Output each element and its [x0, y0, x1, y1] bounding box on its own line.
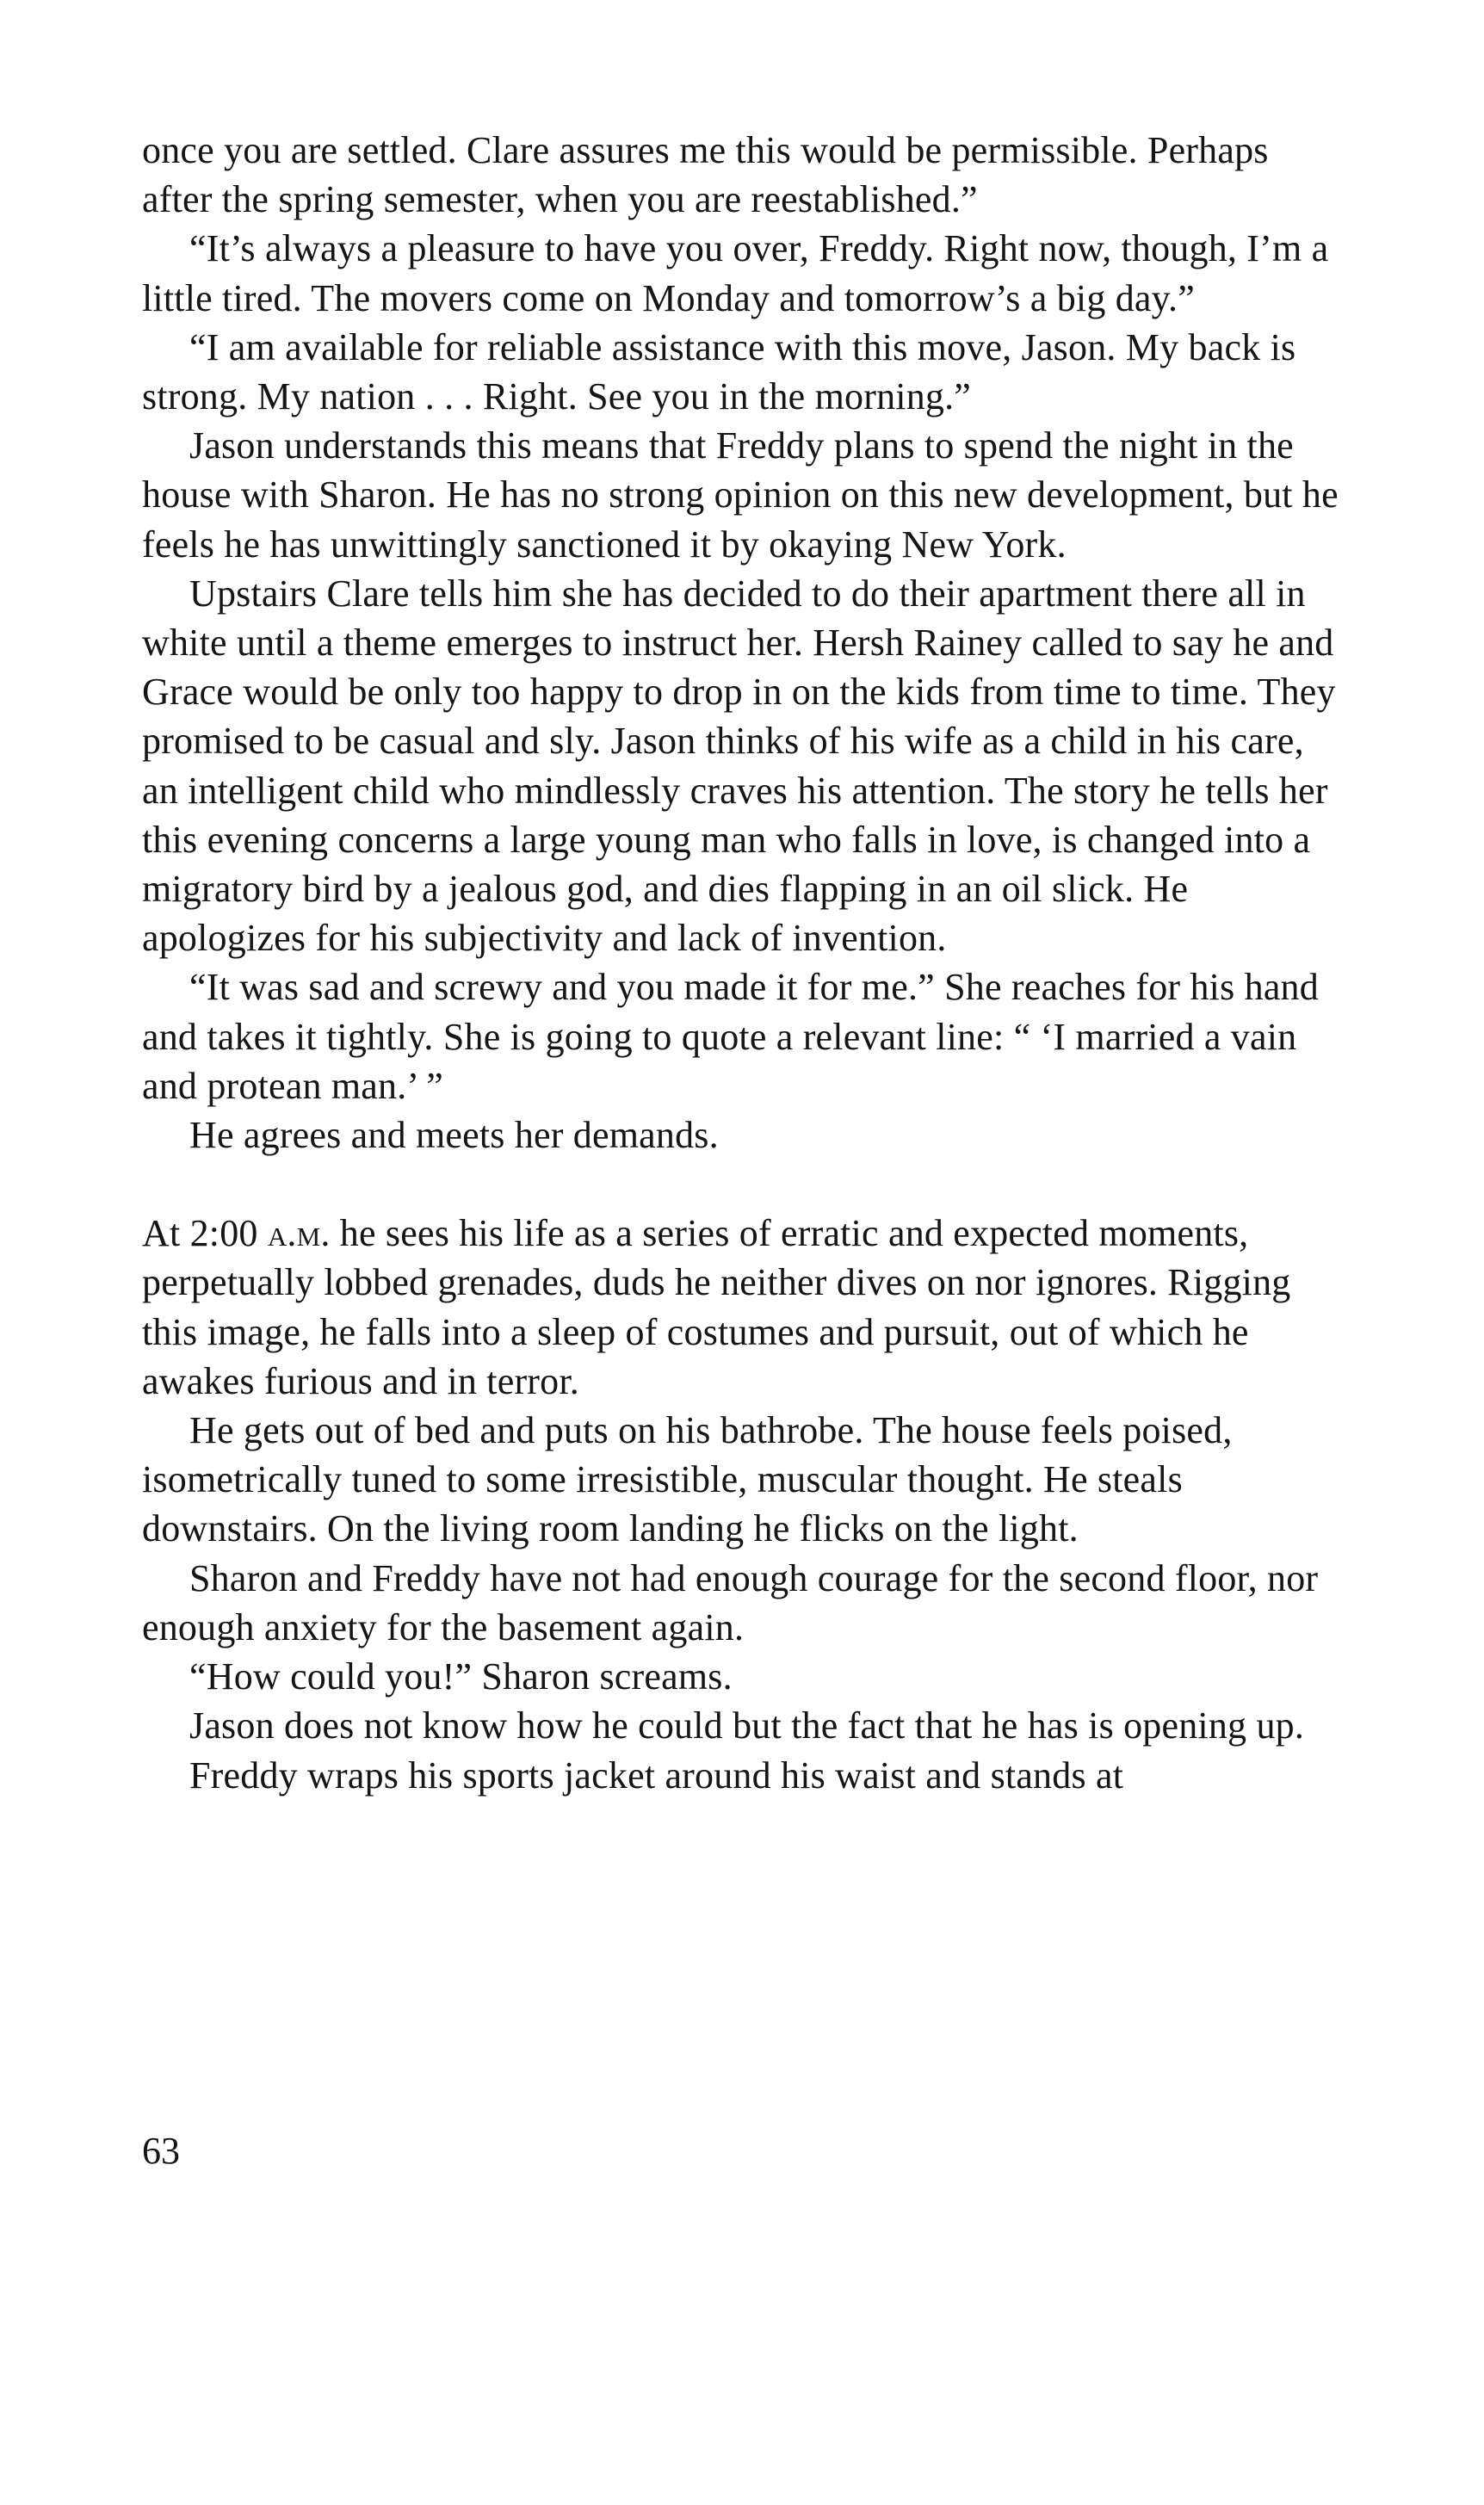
- time-of-day: a.m.: [267, 1212, 331, 1255]
- section-opening-prefix: At 2:00: [142, 1212, 268, 1255]
- paragraph: Upstairs Clare tells him she has decided to do their apartment there all in white until a theme emerges to instruct her. Hersh Rainey called to say he and Grace would be only too happy to drop in on the kids from time to time. They promised to be casual and sly. Jason thinks of his wife as a child in his care, an intelligent child who mindlessly craves his attention. The story he tells her this evening concerns a large young man who falls in love, is changed into a migratory bird by a jealous god, and dies flapping in an oil slick. He apologizes for his subjectivity and lack of invention.: [142, 572, 1336, 960]
- paragraph: He agrees and meets her demands.: [189, 1114, 719, 1157]
- paragraph: “It was sad and screwy and you made it for me.” She reaches for his hand and takes it tightly. She is going to quote a relevant line: “ ‘I married a vain and protean man.’ ”: [142, 966, 1319, 1107]
- page-number: 63: [142, 2130, 180, 2172]
- paragraph: Sharon and Freddy have not had enough courage for the second floor, nor enough anxiety for the basement again.: [142, 1556, 1319, 1648]
- paragraph: He gets out of bed and puts on his bathrobe. The house feels poised, isometrically tuned to some irresistible, muscular thought. He steals downstairs. On the living room landing he flicks on the light.: [142, 1409, 1233, 1550]
- section-break: [142, 1160, 1347, 1209]
- section-opening-rest: he sees his life as a series of erratic and expected moments, perpetually lobbed grenades, duds he neither dives on nor ignores. Rigging this image, he falls into a sleep of costumes and pursuit, out of which he awakes furious and in terror.: [142, 1212, 1291, 1402]
- paragraph: “It’s always a pleasure to have you over, Freddy. Right now, though, I’m a little tired. The movers come on Monday and tomorrow’s a big day.”: [142, 227, 1329, 319]
- paragraph: “How could you!” Sharon screams.: [189, 1655, 733, 1698]
- paragraph: Jason understands this means that Freddy plans to spend the night in the house with Sharon. He has no strong opinion on this new development, but he feels he has unwittingly sanctioned it by okaying New York.: [142, 424, 1339, 566]
- body-text: [142, 126, 1347, 1800]
- paragraph: Freddy wraps his sports jacket around his waist and stands at: [189, 1754, 1124, 1797]
- section-opening-paragraph: [142, 1209, 1347, 1406]
- paragraph-continuation: once you are settled. Clare assures me this would be permissible. Perhaps after the spring semester, when you are reestablished.”: [142, 129, 1269, 221]
- paragraph: “I am available for reliable assistance with this move, Jason. My back is strong. My nation . . . Right. See you in the morning.”: [142, 325, 1296, 418]
- paragraph: Jason does not know how he could but the fact that he has is opening up.: [189, 1704, 1305, 1747]
